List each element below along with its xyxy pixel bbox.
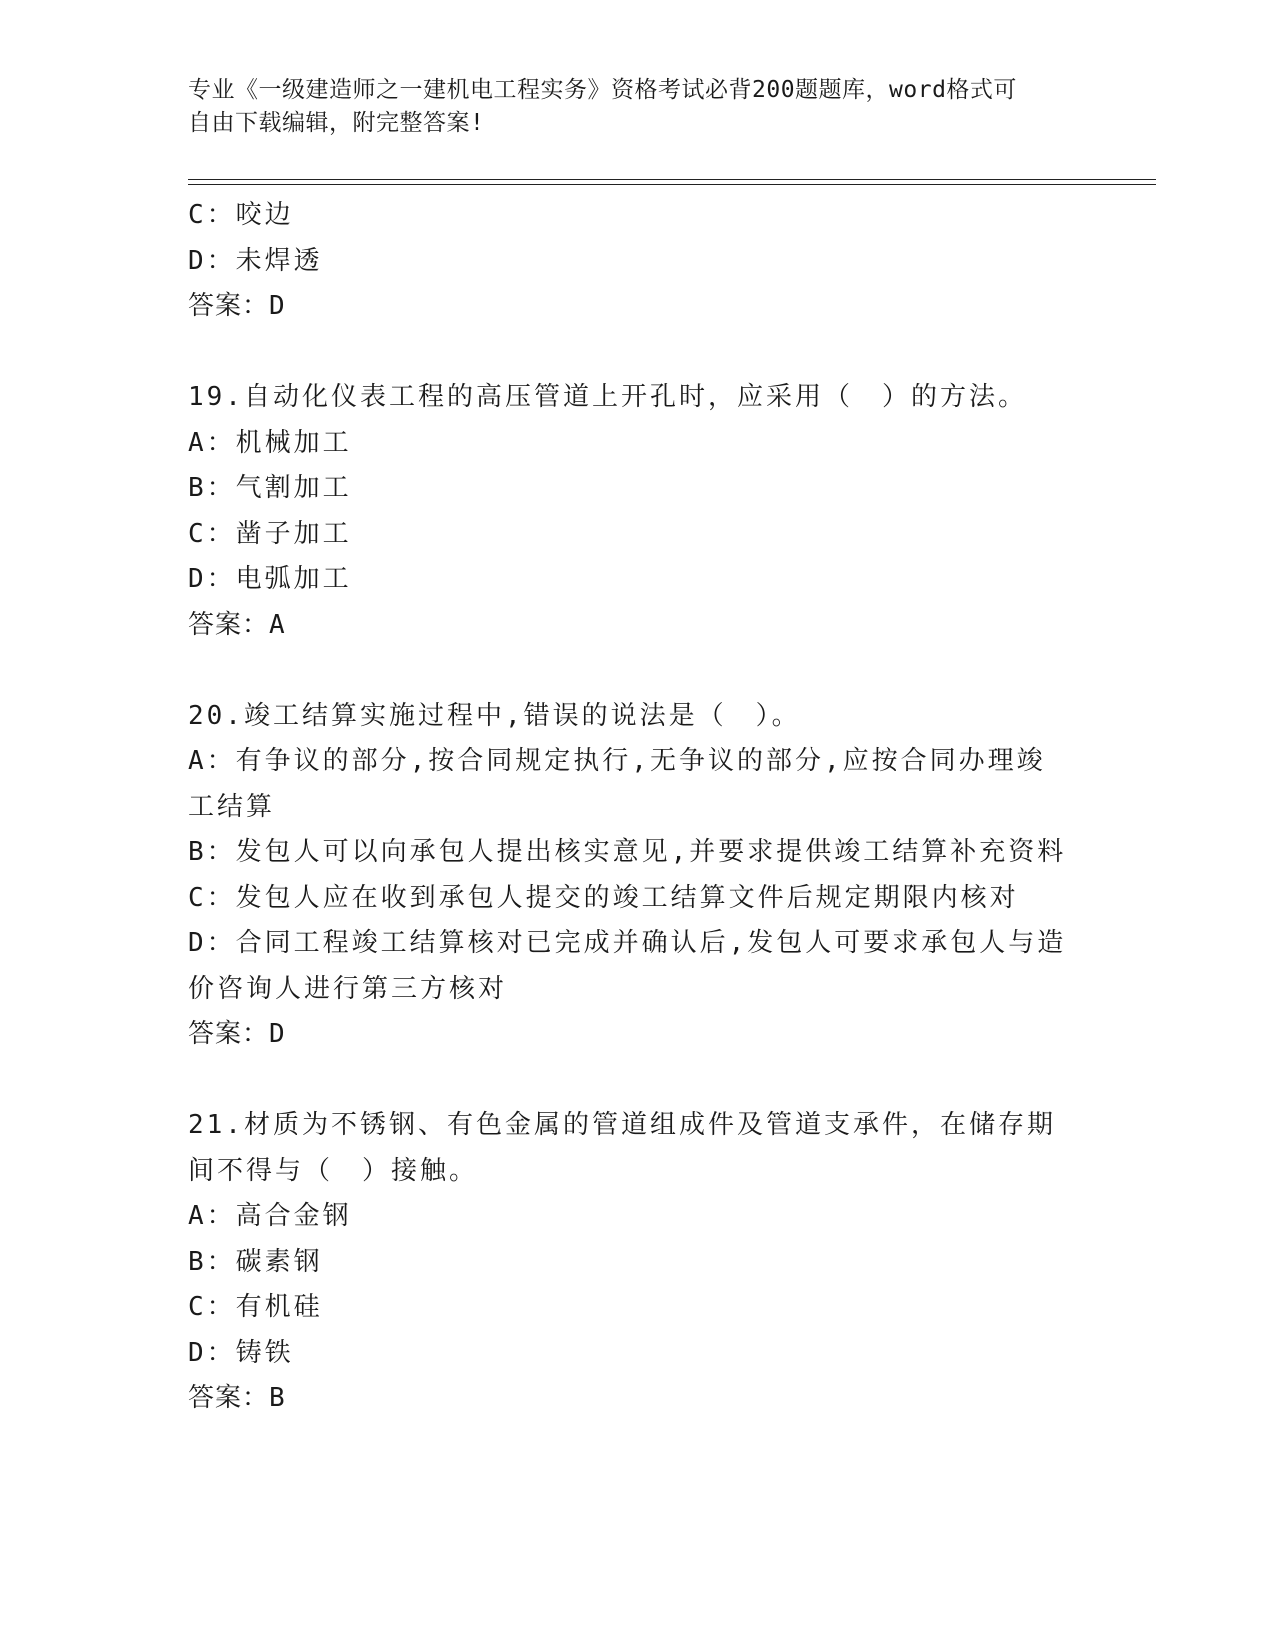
- option-d: D：未焊透: [188, 245, 323, 276]
- header-divider-top: [188, 179, 1156, 180]
- question-21: [188, 1103, 1068, 1422]
- question-stem: 19.自动化仪表工程的高压管道上开孔时，应采用（ ）的方法。: [188, 382, 1027, 412]
- header-line-1: 专业《一级建造师之一建机电工程实务》资格考试必背200题题库，word格式可: [188, 77, 1017, 103]
- option-b: B：发包人可以向承包人提出核实意见,并要求提供竣工结算补充资料: [188, 837, 1067, 867]
- question-list: [188, 193, 1068, 1422]
- question-stem: 20.竣工结算实施过程中,错误的说法是（ ）。: [188, 700, 801, 731]
- question-stem: 21.材质为不锈钢、有色金属的管道组成件及管道支承件，在储存期间不得与（ ）接触。: [188, 1110, 1056, 1186]
- option-d: D：电弧加工: [188, 564, 352, 594]
- option-c: C：凿子加工: [188, 518, 352, 549]
- spacer: [188, 1058, 1068, 1104]
- header-line-2: 自由下载编辑，附完整答案!: [188, 110, 485, 136]
- answer: 答案：A: [188, 609, 286, 640]
- option-b: B：碳素钢: [188, 1246, 323, 1277]
- question-20: [188, 694, 1068, 1058]
- document-header: [188, 74, 1068, 140]
- question-18-fragment: [188, 193, 1068, 330]
- option-c: C：发包人应在收到承包人提交的竣工结算文件后规定期限内核对: [188, 882, 1019, 913]
- option-d: D：合同工程竣工结算核对已完成并确认后,发包人可要求承包人与造价咨询人进行第三方核对: [188, 928, 1067, 1004]
- option-c: C：咬边: [188, 200, 294, 230]
- header-divider-bottom: [188, 184, 1156, 185]
- option-b: B：气割加工: [188, 473, 352, 503]
- answer: 答案：B: [188, 1383, 286, 1413]
- option-a: A：有争议的部分,按合同规定执行,无争议的部分,应按合同办理竣工结算: [188, 746, 1046, 822]
- question-19: [188, 375, 1068, 648]
- option-d: D：铸铁: [188, 1337, 294, 1368]
- option-c: C：有机硅: [188, 1292, 323, 1322]
- answer: 答案：D: [188, 291, 286, 321]
- answer: 答案：D: [188, 1019, 286, 1049]
- option-a: A：机械加工: [188, 427, 352, 458]
- spacer: [188, 330, 1068, 376]
- option-a: A：高合金钢: [188, 1201, 352, 1231]
- spacer: [188, 648, 1068, 694]
